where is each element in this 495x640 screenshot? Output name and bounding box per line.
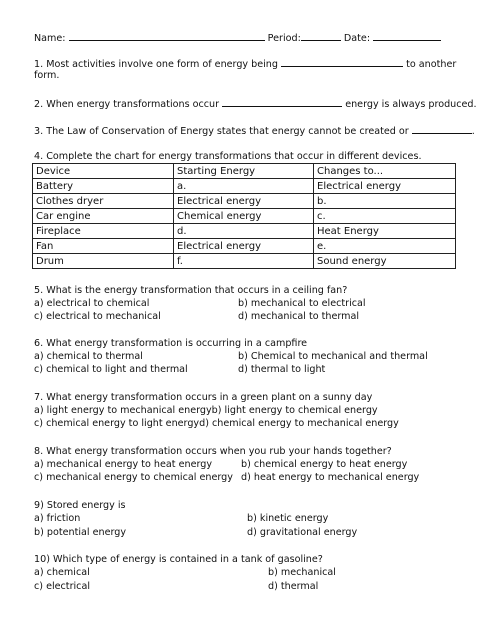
q2-text: 2. When energy transformations occur [34, 99, 220, 110]
table-cell[interactable]: f. [174, 254, 314, 269]
table-cell: Chemical energy [174, 209, 314, 224]
table-header-row [33, 164, 456, 179]
q8-option-c[interactable]: c) mechanical energy to chemical energy [34, 472, 233, 483]
name-blank[interactable] [69, 30, 265, 41]
table-cell: Car engine [33, 209, 174, 224]
table-cell[interactable]: d. [174, 224, 314, 239]
table-row [33, 254, 456, 269]
table-row [33, 224, 456, 239]
question-1-line2: form. [34, 70, 60, 81]
q8-option-d[interactable]: d) heat energy to mechanical energy [241, 472, 420, 483]
q10-option-d[interactable]: d) thermal [268, 581, 319, 592]
table-cell[interactable]: e. [314, 239, 456, 254]
table-row [33, 179, 456, 194]
table-cell: Battery [33, 179, 174, 194]
question-3 [34, 123, 475, 138]
q6-option-c[interactable]: c) chemical to light and thermal [34, 364, 188, 375]
table-cell: Electrical energy [314, 179, 456, 194]
question-2 [34, 96, 477, 111]
q7-options-line-1[interactable]: a) light energy to mechanical energyb) light energy to chemical energy [34, 405, 378, 416]
q6-option-d[interactable]: d) thermal to light [238, 364, 326, 375]
q10-option-c[interactable]: c) electrical [34, 581, 91, 592]
name-label: Name: [34, 33, 66, 44]
table-cell: Fan [33, 239, 174, 254]
table-cell[interactable]: a. [174, 179, 314, 194]
table-cell: Clothes dryer [33, 194, 174, 209]
q1-text-after: to another [406, 59, 457, 70]
header-line [34, 30, 441, 45]
table-cell: Heat Energy [314, 224, 456, 239]
table-header-cell: Changes to... [314, 164, 456, 179]
q6-option-a[interactable]: a) chemical to thermal [34, 351, 143, 362]
table-cell[interactable]: c. [314, 209, 456, 224]
period-blank[interactable] [301, 30, 341, 41]
question-6: 6. What energy transformation is occurring in a campfire [34, 338, 308, 349]
q9-option-d[interactable]: d) gravitational energy [247, 527, 358, 538]
table-row [33, 209, 456, 224]
q3-end: . [471, 126, 475, 137]
question-7: 7. What energy transformation occurs in a green plant on a sunny day [34, 392, 373, 403]
question-5: 5. What is the energy transformation that occurs in a ceiling fan? [34, 285, 348, 296]
q5-option-c[interactable]: c) electrical to mechanical [34, 311, 161, 322]
q1-blank[interactable] [281, 56, 403, 67]
table-row [33, 194, 456, 209]
q7-options-line-2[interactable]: c) chemical energy to light energyd) chemical energy to mechanical energy [34, 418, 399, 429]
table-cell: Sound energy [314, 254, 456, 269]
q9-option-b-potential[interactable]: b) potential energy [34, 527, 127, 538]
table-cell: Electrical energy [174, 239, 314, 254]
table-cell: Fireplace [33, 224, 174, 239]
q3-blank[interactable] [412, 123, 472, 134]
energy-chart-table [32, 163, 456, 269]
q2-text-after: energy is always produced. [345, 99, 477, 110]
table-header-cell: Device [33, 164, 174, 179]
question-9: 9) Stored energy is [34, 500, 126, 511]
table-header-cell: Starting Energy [174, 164, 314, 179]
table-cell: Electrical energy [174, 194, 314, 209]
q2-blank[interactable] [222, 96, 342, 107]
question-4-prompt: 4. Complete the chart for energy transformations that occur in different devices. [34, 151, 422, 162]
q3-text: 3. The Law of Conservation of Energy states that energy cannot be created or [34, 126, 409, 137]
date-label: Date: [343, 33, 371, 44]
date-blank[interactable] [373, 30, 441, 41]
table-cell[interactable]: b. [314, 194, 456, 209]
q8-option-b[interactable]: b) chemical energy to heat energy [241, 459, 408, 470]
q8-option-a[interactable]: a) mechanical energy to heat energy [34, 459, 213, 470]
period-label: Period: [267, 33, 301, 44]
q5-option-d[interactable]: d) mechanical to thermal [238, 311, 360, 322]
q1-text: 1. Most activities involve one form of energy being [34, 59, 278, 70]
q5-option-b[interactable]: b) mechanical to electrical [238, 298, 366, 309]
question-10: 10) Which type of energy is contained in a tank of gasoline? [34, 554, 323, 565]
q6-option-b[interactable]: b) Chemical to mechanical and thermal [238, 351, 428, 362]
question-8: 8. What energy transformation occurs when you rub your hands together? [34, 446, 392, 457]
table-cell: Drum [33, 254, 174, 269]
q10-option-a[interactable]: a) chemical [34, 567, 90, 578]
q9-option-a[interactable]: a) friction [34, 513, 81, 524]
table-row [33, 239, 456, 254]
question-1 [34, 56, 456, 71]
q10-option-b[interactable]: b) mechanical [268, 567, 336, 578]
q5-option-a[interactable]: a) electrical to chemical [34, 298, 150, 309]
q9-option-b-kinetic[interactable]: b) kinetic energy [247, 513, 329, 524]
